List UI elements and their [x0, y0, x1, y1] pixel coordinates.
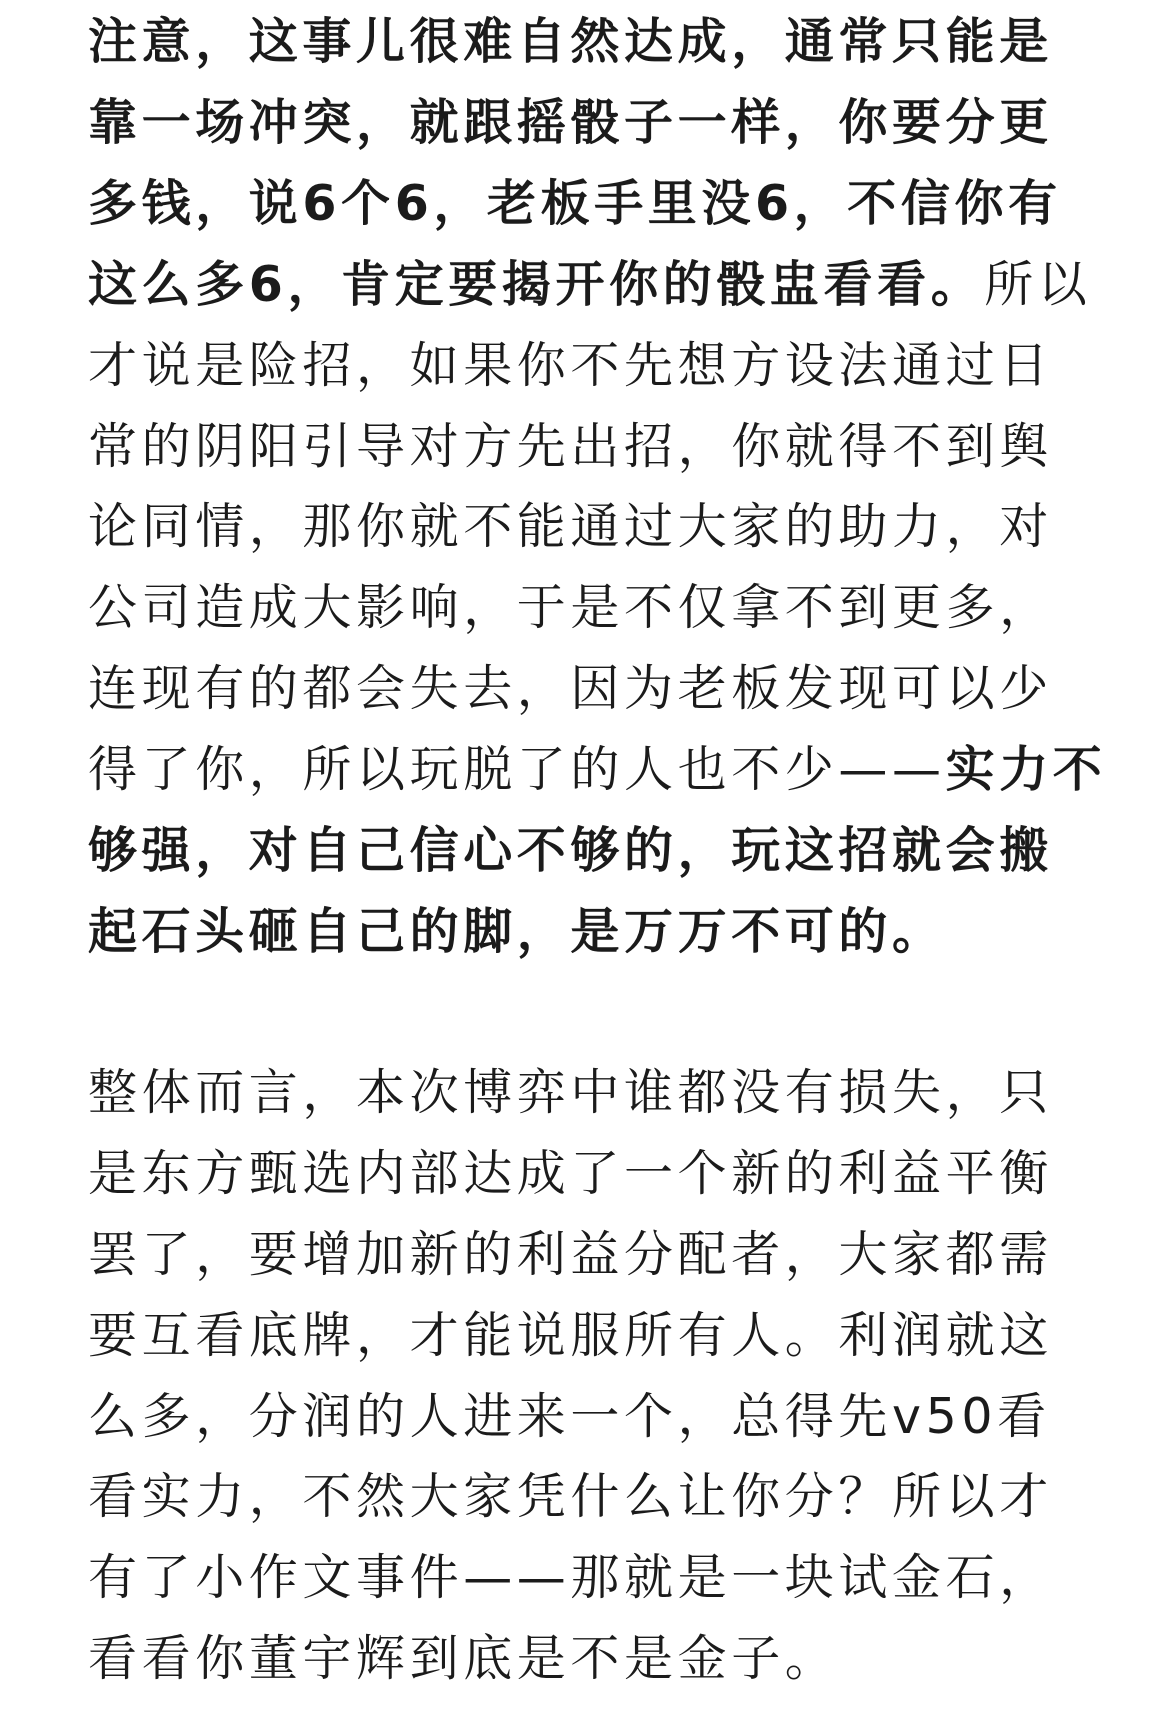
text-line — [88, 1457, 1088, 1538]
text-line — [88, 1538, 1088, 1619]
regular-text: 是东方甄选内部达成了一个新的利益平衡 — [88, 1144, 1053, 1202]
regular-text: 公司造成大影响，于是不仅拿不到更多， — [88, 579, 1053, 637]
text-line — [88, 1215, 1088, 1296]
text-line — [88, 326, 1088, 407]
regular-text: 看实力，不然大家凭什么让你分？所以才 — [88, 1468, 1053, 1526]
text-line — [88, 730, 1107, 811]
bold-text: 够强，对自己信心不够的，玩这招就会搬 — [88, 822, 1053, 880]
regular-text: 要互看底牌，才能说服所有人。利润就这 — [88, 1306, 1053, 1364]
text-line — [88, 811, 1088, 892]
paragraph-1 — [88, 2, 1107, 973]
text-line — [88, 1296, 1088, 1377]
bold-text: 起石头砸自己的脚，是万万不可的。 — [88, 902, 946, 960]
bold-text: 多钱，说6个6，老板手里没6，不信你有 — [88, 174, 1062, 232]
bold-text: 注意，这事儿很难自然达成，通常只能是 — [88, 13, 1053, 70]
regular-text: 得了你，所以玩脱了的人也不少—— — [88, 741, 946, 799]
text-line — [88, 83, 1088, 164]
text-line — [88, 568, 1088, 649]
regular-text: 连现有的都会失去，因为老板发现可以少 — [88, 660, 1053, 718]
regular-text: 常的阴阳引导对方先出招，你就得不到舆 — [88, 417, 1053, 475]
text-line — [88, 245, 1092, 326]
text-line — [88, 1053, 1088, 1134]
bold-text: 实力不 — [945, 741, 1107, 799]
regular-text: 论同情，那你就不能通过大家的助力，对 — [88, 498, 1053, 556]
regular-text: 看看你董宇辉到底是不是金子。 — [88, 1630, 839, 1688]
regular-text: 有了小作文事件——那就是一块试金石， — [88, 1549, 1053, 1607]
text-line — [88, 1377, 1088, 1458]
text-line — [88, 487, 1088, 568]
article-body — [88, 2, 1107, 1700]
bold-text: 靠一场冲突，就跟摇骰子一样，你要分更 — [88, 93, 1053, 151]
text-line — [88, 2, 1088, 83]
regular-text: 么多，分润的人进来一个，总得先v50看 — [88, 1387, 1051, 1445]
regular-text: 罢了，要增加新的利益分配者，大家都需 — [88, 1225, 1053, 1283]
regular-text: 所以 — [984, 255, 1092, 313]
regular-text: 才说是险招，如果你不先想方设法通过日 — [88, 336, 1053, 394]
paragraph-2 — [88, 1053, 1088, 1700]
regular-text: 整体而言，本次博弈中谁都没有损失，只 — [88, 1063, 1053, 1121]
text-line — [88, 164, 1088, 245]
text-line — [88, 407, 1088, 488]
bold-text: 这么多6，肯定要揭开你的骰盅看看。 — [88, 255, 985, 313]
text-line — [88, 892, 1088, 973]
text-line — [88, 649, 1088, 730]
text-line — [88, 1134, 1088, 1215]
text-line — [88, 1619, 1088, 1700]
